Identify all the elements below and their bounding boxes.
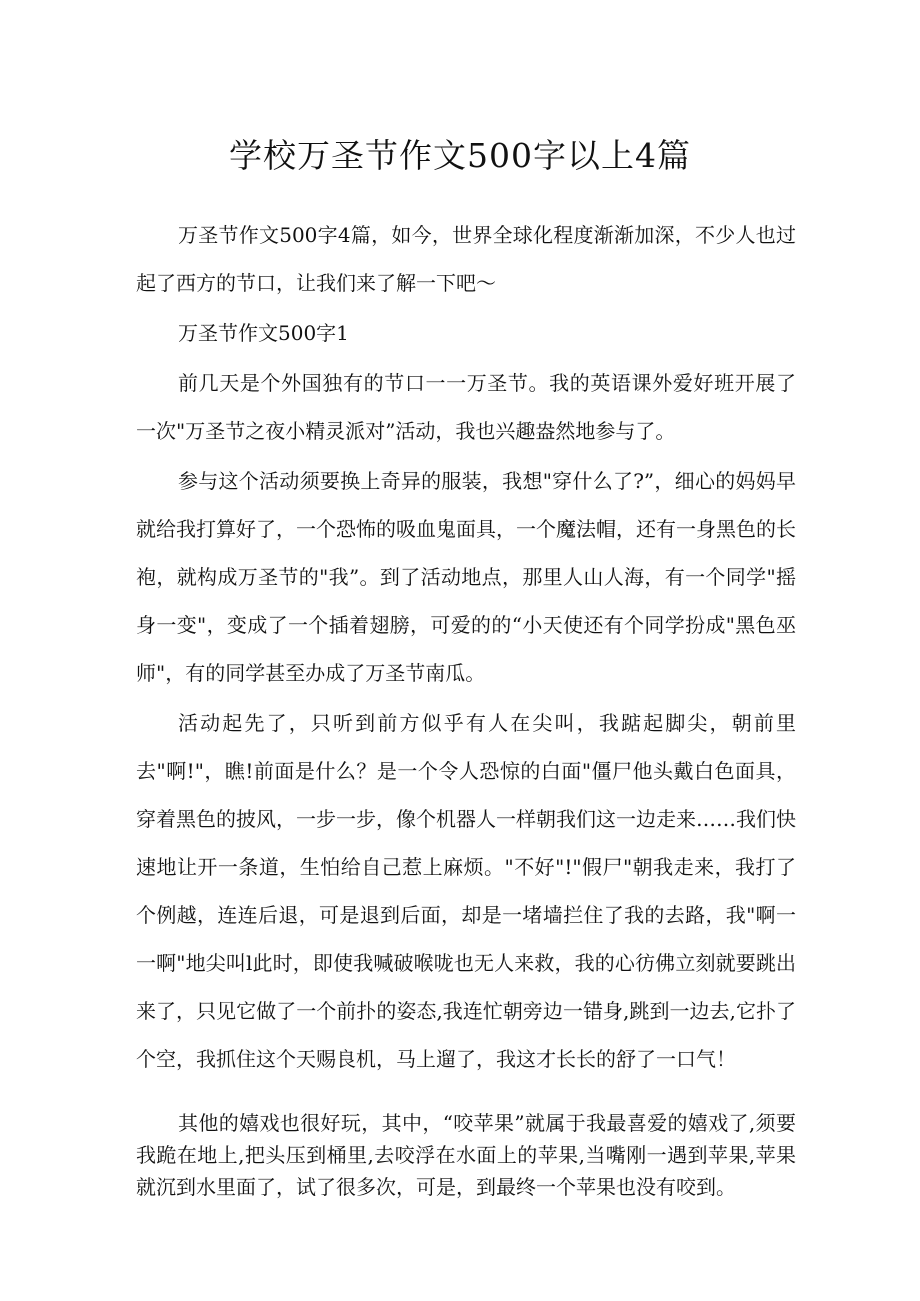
document-body: [136, 211, 796, 1203]
paragraph-subheading: 万圣节作文500字1: [178, 321, 349, 345]
paragraph-halloween-intro: 前几天是个外国独有的节口一一万圣节。我的英语课外爱好班开展了一次"万圣节之夜小精灵派对”活动，我也兴趣盎然地参与了。: [136, 371, 796, 443]
paragraph-costume: 参与这个活动须要换上奇异的服装，我想"穿什么了?”，细心的妈妈早就给我打算好了，一个恐怖的吸血鬼面具，一个魔法帽，还有一身黑色的长袍，就构成万圣节的"我”。到了活动地点，那里人山人海，有一个同学"摇身一变"，变成了一个插着翅膀，可爱的的“小天使还有个同学扮成"黑色巫师"，有的同学甚至办成了万圣节南瓜。: [136, 469, 796, 685]
paragraph-intro: 万圣节作文500字4篇，如今，世界全球化程度渐渐加深，不少人也过起了西方的节口，让我们来了解一下吧～: [136, 223, 796, 295]
paragraph-zombie: 活动起先了，只听到前方似乎有人在尖叫，我踮起脚尖，朝前里去"啊!"，瞧!前面是什么？是一个令人恐惊的白面"僵尸他头戴白色面具，穿着黑色的披风，一步一步，像个机器人一样朝我们这一边走来……我们快速地让开一条道，生怕给自己惹上麻烦。"不好"!"假尸"朝我走来，我打了个例越，连连后退，可是退到后面，却是一堵墙拦住了我的去路，我"啊一一啊"地尖叫l此时，即使我喊破喉咙也无人来救，我的心彷佛立刻就要跳出来了，只见它做了一个前扑的姿态,我连忙朝旁边一错身,跳到一边去,它扑了个空，我抓住这个天赐良机，马上遛了，我这才长长的舒了一口气！: [136, 711, 796, 1071]
document-title: 学校万圣节作文500字以上4篇: [229, 136, 691, 175]
paragraph-apple-game: 其他的嬉戏也很好玩，其中，“咬苹果”就属于我最喜爱的嬉戏了,须要我跪在地上,把头压到桶里,去咬浮在水面上的苹果,当嘴刚一遇到苹果,苹果就沉到水里面了，试了很多次，可是，到最终一个苹果也没有咬到。: [136, 1111, 796, 1199]
